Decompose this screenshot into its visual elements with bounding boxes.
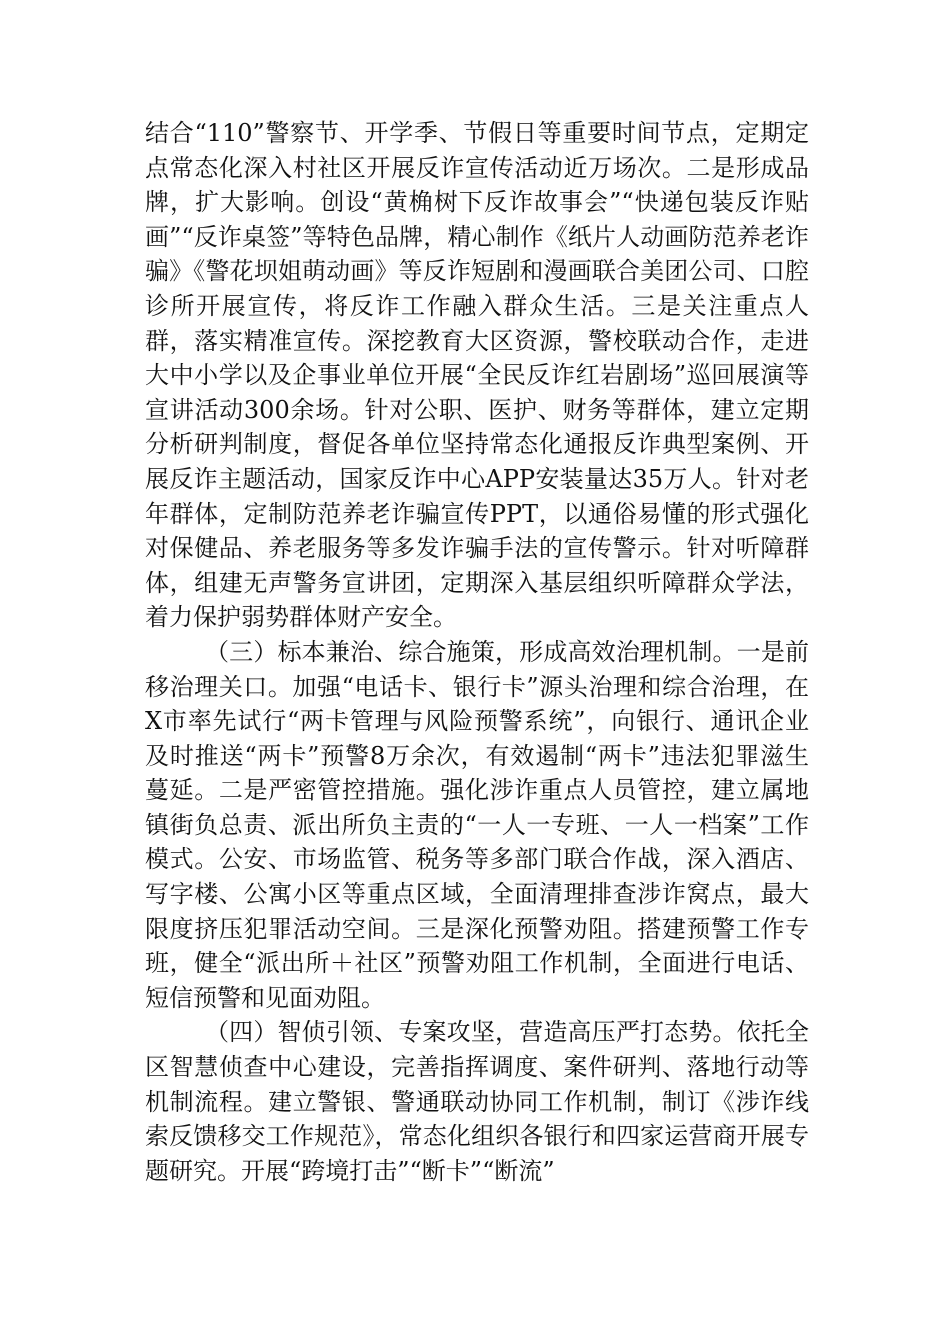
paragraph-section-three: （三）标本兼治、综合施策，形成高效治理机制。一是前移治理关口。加强“电话卡、银行卡”源头治理和综合治理，在X市率先试行“两卡管理与风险预警系统”，向银行、通讯企业及时推送“两卡”预警8万余次，有效遏制“两卡”违法犯罪滋生蔓延。二是严密管控措施。强化涉诈重点人员管控，建立属地镇街负总责、派出所负主责的“一人一专班、一人一档案”工作模式。公安、市场监管、税务等多部门联合作战，深入酒店、写字楼、公寓小区等重点区域，全面清理排查涉诈窝点，最大限度挤压犯罪活动空间。三是深化预警劝阻。搭建预警工作专班，健全“派出所＋社区”预警劝阻工作机制，全面进行电话、短信预警和见面劝阻。 xyxy=(145,637,809,1012)
document-page xyxy=(145,116,809,1188)
paragraph-section-four: （四）智侦引领、专案攻坚，营造高压严打态势。依托全区智慧侦查中心建设，完善指挥调度、案件研判、落地行动等机制流程。建立警银、警通联动协同工作机制，制订《涉诈线索反馈移交工作规范》，常态化组织各银行和四家运营商开展专题研究。开展“跨境打击”“断卡”“断流” xyxy=(145,1018,809,1185)
paragraph-publicity-continuation: 结合“110”警察节、开学季、节假日等重要时间节点，定期定点常态化深入村社区开展反诈宣传活动近万场次。二是形成品牌，扩大影响。创设“黄桷树下反诈故事会”“快递包装反诈贴画”“反诈桌签”等特色品牌，精心制作《纸片人动画防范养老诈骗》《警花坝姐萌动画》等反诈短剧和漫画联合美团公司、口腔诊所开展宣传，将反诈工作融入群众生活。三是关注重点人群，落实精准宣传。深挖教育大区资源，警校联动合作，走进大中小学以及企事业单位开展“全民反诈红岩剧场”巡回展演等宣讲活动300余场。针对公职、医护、财务等群体，建立定期分析研判制度，督促各单位坚持常态化通报反诈典型案例、开展反诈主题活动，国家反诈中心APP安装量达35万人。针对老年群体，定制防范养老诈骗宣传PPT，以通俗易懂的形式强化对保健品、养老服务等多发诈骗手法的宣传警示。针对听障群体，组建无声警务宣讲团，定期深入基层组织听障群众学法，着力保护弱势群体财产安全。 xyxy=(145,119,809,632)
